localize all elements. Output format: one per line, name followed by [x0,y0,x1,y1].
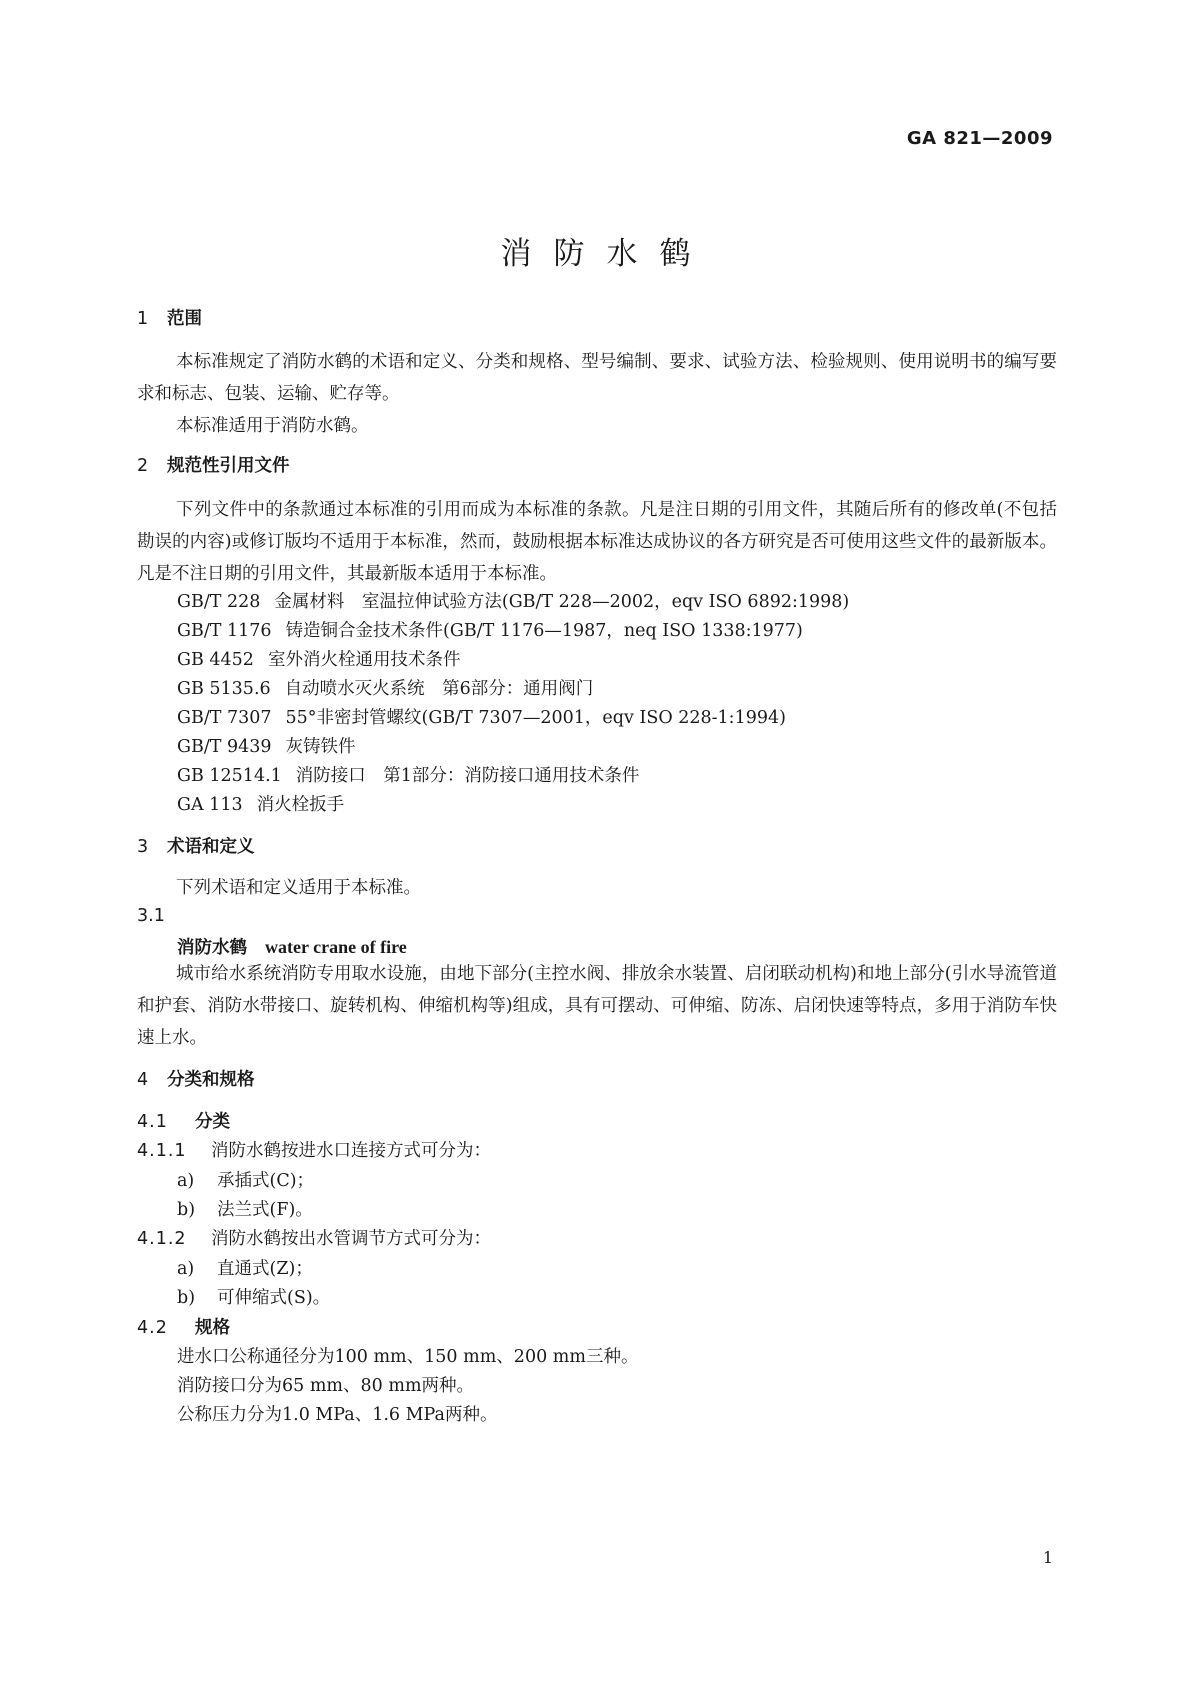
list-item [177,1196,313,1221]
clause-number: 4.1.2 [137,1229,187,1249]
term-entry [177,934,407,959]
clause-4-1-1 [137,1137,491,1162]
list-text: 可伸缩式(S)。 [217,1288,331,1308]
reference-code: GB/T 9439 [177,737,272,757]
clause-4-1-2 [137,1225,491,1250]
section-3-heading [137,833,255,858]
clause-text: 消防水鹤按进水口连接方式可分为： [211,1141,491,1161]
list-item [177,1284,330,1309]
reference-title: 金属材料 室温拉伸试验方法(GB/T 228—2002，eqv ISO 6892:1998) [274,592,850,612]
term-definition: 城市给水系统消防专用取水设施，由地下部分(主控水阀、排放余水装置、启闭联动机构)和地上部分(引水导流管道和护套、消防水带接口、旋转机构、伸缩机构等)组成，具有可摆动、可伸缩、防冻、启闭快速等特点，多用于消防车快速上水。 [137,964,1057,1048]
list-marker: b) [177,1288,196,1308]
section-number: 4 [137,1070,149,1090]
section-number: 1 [137,309,149,329]
subsection-number: 4.2 [137,1318,168,1338]
subsection-title: 分类 [195,1112,230,1132]
reference-item [177,646,460,671]
reference-code: GB/T 1176 [177,621,272,641]
section-3-intro: 下列术语和定义适用于本标准。 [176,878,421,898]
reference-title: 灰铸铁件 [285,737,356,757]
page-number: 1 [1042,1548,1053,1567]
list-text: 法兰式(F)。 [217,1200,313,1220]
reference-title: 铸造铜合金技术条件(GB/T 1176—1987，neq ISO 1338:1977) [285,621,803,641]
section-title: 术语和定义 [167,837,255,857]
term-english: water crane of fire [265,937,407,957]
spec-line: 公称压力分为1.0 MPa、1.6 MPa两种。 [177,1405,498,1425]
reference-code: GA 113 [177,795,243,815]
reference-title: 消防接口 第1部分：消防接口通用技术条件 [295,766,640,786]
list-marker: b) [177,1200,196,1220]
clause-number: 4.1.1 [137,1141,187,1161]
reference-item [177,733,356,758]
clause-text: 消防水鹤按出水管调节方式可分为： [211,1229,491,1249]
reference-code: GB 12514.1 [177,766,282,786]
reference-item [177,791,344,816]
reference-code: GB/T 228 [177,592,261,612]
section-1-heading [137,305,202,330]
reference-title: 自动喷水灭火系统 第6部分：通用阀门 [284,679,594,699]
subsection-4-2-heading [137,1314,230,1339]
reference-item [177,704,786,729]
list-item [177,1167,314,1192]
reference-code: GB 5135.6 [177,679,271,699]
list-marker: a) [177,1171,195,1191]
section-1-paragraph-1: 本标准规定了消防水鹤的术语和定义、分类和规格、型号编制、要求、试验方法、检验规则、使用说明书的编写要求和标志、包装、运输、贮存等。 [137,352,1057,404]
document-title: 消防水鹤 [500,236,713,272]
subsection-number: 4.1 [137,1112,168,1132]
subsection-4-1-heading [137,1108,230,1133]
standard-number: GA 821—2009 [906,128,1053,149]
spec-line: 进水口公称通径分为100 mm、150 mm、200 mm三种。 [177,1347,639,1367]
list-item [177,1255,313,1280]
section-2-heading [137,452,290,477]
list-text: 直通式(Z)； [217,1259,313,1279]
reference-code: GB/T 7307 [177,708,272,728]
section-number: 3 [137,837,149,857]
reference-item [177,588,849,613]
section-1-paragraph-2: 本标准适用于消防水鹤。 [176,416,369,436]
section-4-heading [137,1066,255,1091]
list-marker: a) [177,1259,195,1279]
spec-line: 消防接口分为65 mm、80 mm两种。 [177,1376,475,1396]
term-chinese: 消防水鹤 [177,938,247,958]
reference-title: 室外消火栓通用技术条件 [267,650,461,670]
reference-item [177,617,803,642]
section-title: 范围 [167,309,202,329]
reference-item [177,762,639,787]
section-title: 分类和规格 [167,1070,255,1090]
reference-code: GB 4452 [177,650,254,670]
reference-item [177,675,593,700]
subsection-title: 规格 [195,1318,230,1338]
subsection-3-1-number: 3.1 [137,906,165,926]
section-2-intro: 下列文件中的条款通过本标准的引用而成为本标准的条款。凡是注日期的引用文件，其随后所有的修改单(不包括勘误的内容)或修订版均不适用于本标准，然而，鼓励根据本标准达成协议的各方研究是否可使用这些文件的最新版本。凡是不注日期的引用文件，其最新版本适用于本标准。 [137,500,1057,584]
section-title: 规范性引用文件 [167,456,290,476]
list-text: 承插式(C)； [217,1171,315,1191]
reference-title: 消火栓扳手 [256,795,345,815]
reference-title: 55°非密封管螺纹(GB/T 7307—2001，eqv ISO 228-1:1994) [285,708,786,728]
section-number: 2 [137,456,149,476]
